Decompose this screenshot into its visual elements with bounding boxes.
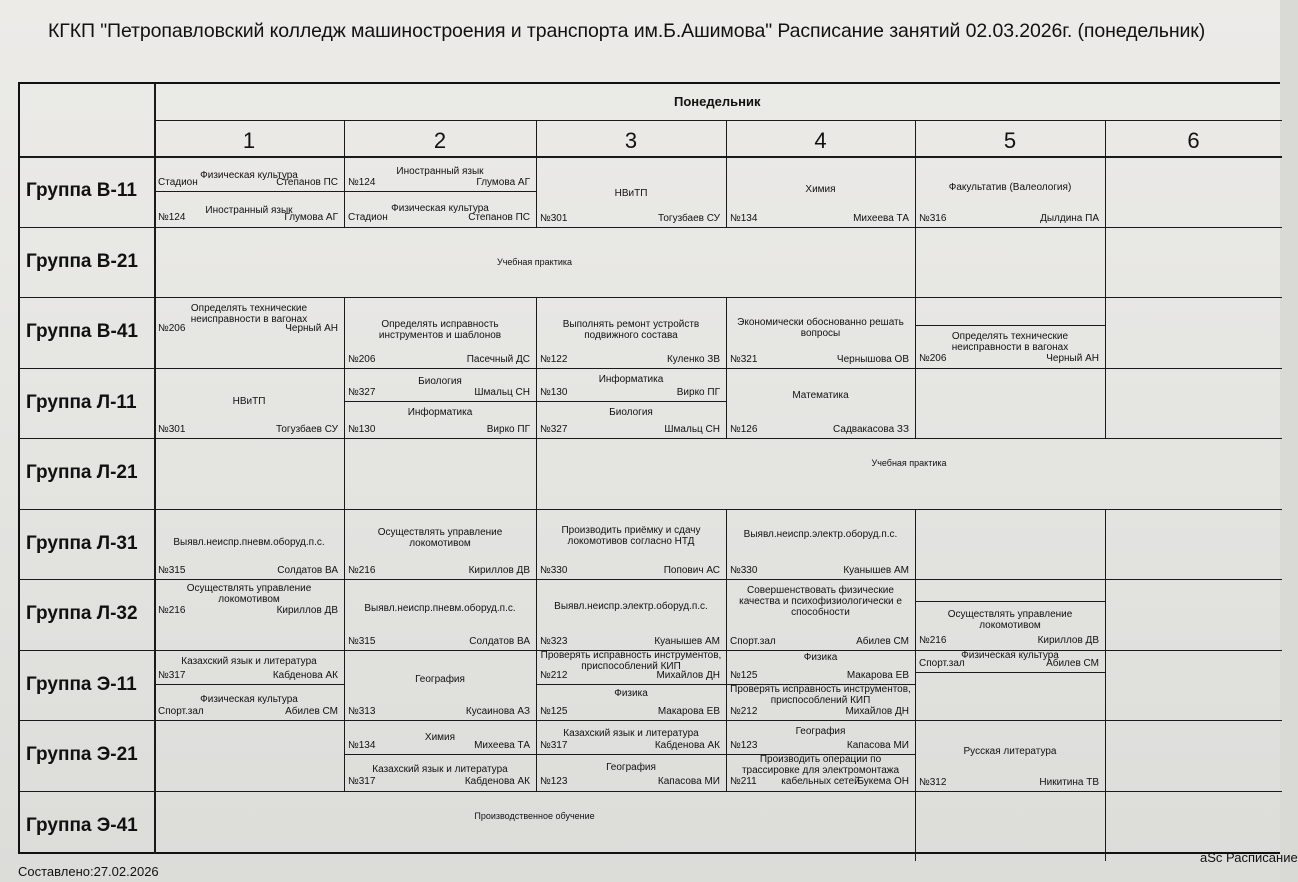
lesson-room: №206 xyxy=(919,353,947,364)
lesson-room: №206 xyxy=(158,323,186,334)
cell-divider xyxy=(344,401,726,402)
cell-border xyxy=(726,650,727,721)
lesson-subject: Химия xyxy=(805,184,836,195)
lesson-teacher: Абилев СМ xyxy=(1046,657,1099,669)
lesson-room: №125 xyxy=(730,669,758,681)
cell-border xyxy=(1105,368,1106,439)
cell-border xyxy=(915,227,916,298)
lesson-room: №125 xyxy=(540,705,568,717)
lesson-room: №126 xyxy=(730,424,758,435)
lesson-room: №330 xyxy=(540,565,568,576)
lesson-room: №122 xyxy=(540,353,568,365)
lesson-subject: Производить приёмку и сдачу локомотивов согласно НТД xyxy=(561,524,701,547)
lesson-teacher: Степанов ПС xyxy=(468,212,530,223)
group-label: Группа Л-21 xyxy=(26,462,138,483)
lesson-teacher: Кириллов ДВ xyxy=(1037,635,1099,646)
lesson-teacher: Михеева ТА xyxy=(474,740,530,751)
cell-border xyxy=(915,791,916,862)
lesson-subject: Казахский язык и литература xyxy=(181,655,317,667)
period-number: 3 xyxy=(624,128,638,153)
app-credit: aSc Расписание xyxy=(1200,850,1298,865)
lesson-subject: Проверять исправность инструментов, приспособлений КИП xyxy=(540,649,722,672)
cell-border xyxy=(1105,791,1106,862)
lesson-room: №206 xyxy=(348,353,376,365)
schedule-table xyxy=(18,82,1280,854)
lesson-subject: Физическая культура xyxy=(200,693,298,705)
lesson-room: №321 xyxy=(730,353,758,365)
lesson-teacher: Шмальц СН xyxy=(664,423,720,435)
lesson-subject: Математика xyxy=(792,389,849,401)
lesson-teacher: Никитина ТВ xyxy=(1039,776,1099,788)
lesson-subject: Физика xyxy=(803,651,838,663)
lesson-room: №317 xyxy=(158,669,186,681)
cell-border xyxy=(536,720,537,791)
lesson-teacher: Степанов ПС xyxy=(276,177,338,188)
lesson-room: №212 xyxy=(540,669,568,681)
group-label: Группа Л-11 xyxy=(26,391,137,413)
lesson-teacher: Садвакасова ЗЗ xyxy=(833,424,909,435)
lesson-room: №301 xyxy=(158,424,186,435)
cell-border xyxy=(1105,650,1106,721)
lesson-subject: Казахский язык и литература xyxy=(563,728,699,739)
lesson-subject: Производственное обучение xyxy=(474,810,595,821)
row-border xyxy=(20,720,1282,721)
lesson-subject: Выполнять ремонт устройств подвижного состава xyxy=(562,319,700,341)
lesson-room: №216 xyxy=(158,605,186,616)
cell-divider xyxy=(154,191,536,192)
lesson-subject: Физическая культура xyxy=(200,170,298,181)
row-border xyxy=(20,368,1282,369)
group-column-border xyxy=(154,84,156,854)
group-label: Группа В-41 xyxy=(26,321,138,342)
lesson-room: Стадион xyxy=(348,212,388,223)
cell-border xyxy=(536,509,537,580)
lesson-room: №134 xyxy=(348,740,376,751)
cell-border xyxy=(915,579,916,650)
cell-border xyxy=(915,509,916,580)
lesson-room: №216 xyxy=(919,635,947,646)
cell-border xyxy=(726,720,727,791)
lesson-room: Стадион xyxy=(158,177,198,188)
lesson-teacher: Макарова ЕВ xyxy=(657,705,720,717)
lesson-subject: География xyxy=(415,673,465,685)
lesson-subject: Определять технические неисправности в вагонах xyxy=(951,331,1069,353)
group-label: Группа Э-11 xyxy=(26,673,137,695)
lesson-room: №123 xyxy=(540,776,568,787)
cell-border xyxy=(536,650,537,721)
lesson-subject: Информатика xyxy=(598,373,664,385)
row-border xyxy=(20,579,1282,580)
group-label: Группа Э-41 xyxy=(26,814,138,836)
lesson-room: №317 xyxy=(540,740,568,751)
period-number: 2 xyxy=(433,128,447,153)
cell-border xyxy=(1105,720,1106,791)
lesson-teacher: Дылдина ПА xyxy=(1040,212,1099,224)
cell-border xyxy=(344,579,345,650)
group-label: Группа В-21 xyxy=(26,250,138,272)
lesson-subject: Совершенствовать физические качества и психофизиологически е способности xyxy=(739,585,902,618)
row-border xyxy=(20,297,1282,298)
lesson-subject: Определять исправность инструментов и шаблонов xyxy=(378,319,502,341)
lesson-room: №124 xyxy=(158,212,186,223)
lesson-subject: Информатика xyxy=(407,406,473,418)
cell-border xyxy=(726,156,727,227)
cell-divider xyxy=(915,325,1105,326)
lesson-room: №315 xyxy=(158,565,186,576)
lesson-teacher: Пасечный ДС xyxy=(466,353,530,365)
lesson-room: Спорт.зал xyxy=(730,635,776,647)
lesson-subject: Осуществлять управление локомотивом xyxy=(377,526,503,549)
cell-border xyxy=(915,650,916,721)
cell-border xyxy=(915,720,916,791)
cell-border xyxy=(1105,579,1106,650)
lesson-teacher: Куанышев АМ xyxy=(654,635,720,647)
lesson-teacher: Капасова МИ xyxy=(846,740,909,751)
lesson-subject: Выявл.неиспр.электр.оборуд.п.с. xyxy=(554,601,708,612)
lesson-teacher: Солдатов ВА xyxy=(469,635,530,647)
lesson-subject: Физика xyxy=(614,687,648,699)
lesson-room: №327 xyxy=(540,423,568,435)
lesson-room: №211 xyxy=(730,776,757,787)
cell-divider xyxy=(915,601,1105,602)
lesson-room: №134 xyxy=(730,212,758,224)
lesson-teacher: Капасова МИ xyxy=(657,776,720,787)
lesson-subject: География xyxy=(795,726,846,737)
lesson-subject: Определять технические неисправности в вагонах xyxy=(190,303,308,325)
cell-border xyxy=(536,368,537,439)
lesson-teacher: Тогузбаев СУ xyxy=(658,212,720,224)
cell-border xyxy=(344,720,345,791)
day-label: Понедельник xyxy=(674,94,761,109)
lesson-room: №315 xyxy=(348,635,376,647)
lesson-subject: Выявл.неиспр.пневм.оборуд.п.с. xyxy=(364,603,516,614)
lesson-subject: НВиТП xyxy=(232,395,266,407)
lesson-subject: Биология xyxy=(418,375,462,387)
lesson-room: №317 xyxy=(348,776,376,787)
lesson-room: №301 xyxy=(540,212,568,224)
cell-border xyxy=(536,438,537,509)
lesson-subject: Иностранный язык xyxy=(205,205,293,216)
lesson-room: №327 xyxy=(348,386,376,398)
lesson-room: №130 xyxy=(348,423,376,435)
lesson-teacher: Абилев СМ xyxy=(856,635,909,647)
lesson-teacher: Тогузбаев СУ xyxy=(276,424,338,435)
lesson-subject: Учебная практика xyxy=(871,458,947,468)
cell-border xyxy=(536,156,537,227)
lesson-teacher: Вирко ПГ xyxy=(486,423,530,435)
cell-border xyxy=(344,368,345,439)
group-label: Группа В-11 xyxy=(26,180,137,201)
cell-border xyxy=(1105,227,1106,298)
lesson-room: №130 xyxy=(540,386,568,398)
lesson-subject: Производить операции по трассировке для электромонтажа кабельных сетей xyxy=(741,754,900,787)
cell-border xyxy=(1105,156,1106,227)
lesson-subject: Осуществлять управление локомотивом xyxy=(947,609,1073,631)
lesson-subject: Физическая культура xyxy=(961,649,1059,661)
cell-border xyxy=(726,579,727,650)
lesson-subject: Факультатив (Валеология) xyxy=(948,182,1072,193)
lesson-teacher: Черный АН xyxy=(285,323,338,334)
lesson-teacher: Черный АН xyxy=(1046,353,1099,364)
lesson-room: №316 xyxy=(919,212,947,224)
lesson-subject: Биология xyxy=(609,406,653,418)
cell-border xyxy=(726,368,727,439)
lesson-subject: Иностранный язык xyxy=(396,166,484,177)
cell-border xyxy=(344,650,345,721)
group-label: Группа Л-31 xyxy=(26,532,138,554)
lesson-subject: Учебная практика xyxy=(496,256,573,267)
cell-divider xyxy=(154,684,344,685)
lesson-teacher: Кириллов ДВ xyxy=(468,565,530,576)
row-border xyxy=(20,791,1282,792)
group-label: Группа Л-32 xyxy=(26,603,138,624)
lesson-room: №123 xyxy=(730,740,758,751)
lesson-teacher: Михайлов ДН xyxy=(656,669,720,681)
lesson-subject: Химия xyxy=(424,732,456,743)
page-title: КГКП "Петропавловский колледж машиностроения и транспорта им.Б.Ашимова" Расписание занятий 02.03.2026г. (понедельник) xyxy=(48,20,1206,42)
period-number: 6 xyxy=(1187,128,1200,153)
lesson-room: №330 xyxy=(730,565,758,576)
lesson-teacher: Кириллов ДВ xyxy=(276,605,338,616)
cell-border xyxy=(915,156,916,227)
lesson-teacher: Кусаинова АЗ xyxy=(465,706,530,717)
lesson-teacher: Макарова ЕВ xyxy=(846,669,909,681)
cell-border xyxy=(1105,297,1106,368)
lesson-teacher: Куленко ЗВ xyxy=(666,353,720,365)
cell-border xyxy=(915,368,916,439)
lesson-room: №323 xyxy=(540,635,568,647)
row-border xyxy=(20,438,1282,439)
lesson-teacher: Попович АС xyxy=(663,565,720,576)
lesson-room: Спорт.зал xyxy=(158,705,204,717)
cell-divider xyxy=(915,672,1105,673)
cell-border xyxy=(536,579,537,650)
lesson-teacher: Кабденова АК xyxy=(654,740,720,751)
lesson-teacher: Куанышев АМ xyxy=(843,565,909,576)
lesson-teacher: Михеева ТА xyxy=(853,212,909,224)
lesson-subject: Выявл.неиспр.пневм.оборуд.п.с. xyxy=(173,536,325,548)
cell-border xyxy=(726,297,727,368)
lesson-subject: Выявл.неиспр.электр.оборуд.п.с. xyxy=(743,528,898,540)
lesson-subject: Русская литература xyxy=(963,746,1057,757)
compiled-date: Составлено:27.02.2026 xyxy=(18,864,159,879)
cell-border xyxy=(536,297,537,368)
cell-border xyxy=(915,297,916,368)
lesson-room: Спорт.зал xyxy=(919,657,965,669)
lesson-subject: Казахский язык и литература xyxy=(372,764,508,775)
lesson-teacher: Букема ОН xyxy=(857,776,909,787)
lesson-subject: НВиТП xyxy=(614,188,648,199)
lesson-subject: Экономически обоснованно решать вопросы xyxy=(737,317,904,339)
cell-border xyxy=(726,509,727,580)
cell-border xyxy=(1105,509,1106,580)
lesson-teacher: Шмальц СН xyxy=(474,386,530,398)
lesson-subject: География xyxy=(606,762,656,773)
period-number: 4 xyxy=(814,128,827,153)
lesson-room: №216 xyxy=(348,565,376,576)
lesson-teacher: Глумова АГ xyxy=(476,177,530,188)
header-bottom-border xyxy=(20,156,1282,158)
lesson-room: №313 xyxy=(348,706,376,717)
row-border xyxy=(20,227,1282,228)
lesson-teacher: Вирко ПГ xyxy=(676,386,720,398)
cell-border xyxy=(344,297,345,368)
period-number: 1 xyxy=(242,128,256,153)
lesson-teacher: Кабденова АК xyxy=(272,669,338,681)
cell-border xyxy=(344,509,345,580)
lesson-subject: Осуществлять управление локомотивом xyxy=(186,583,312,605)
lesson-teacher: Абилев СМ xyxy=(285,705,338,717)
lesson-room: №212 xyxy=(730,705,758,717)
group-label: Группа Э-21 xyxy=(26,744,138,765)
lesson-room: №312 xyxy=(919,776,947,788)
cell-border xyxy=(344,438,345,509)
lesson-teacher: Глумова АГ xyxy=(284,212,338,223)
lesson-teacher: Кабденова АК xyxy=(464,776,530,787)
lesson-subject: Проверять исправность инструментов, приспособлений КИП xyxy=(730,683,911,706)
row-border xyxy=(20,509,1282,510)
day-row-border xyxy=(154,120,1282,121)
lesson-teacher: Солдатов ВА xyxy=(277,565,338,576)
lesson-teacher: Михайлов ДН xyxy=(845,705,909,717)
lesson-teacher: Чернышова ОВ xyxy=(836,353,909,365)
lesson-subject: Физическая культура xyxy=(391,203,489,214)
period-number: 5 xyxy=(1003,128,1017,153)
lesson-room: №124 xyxy=(348,177,376,188)
